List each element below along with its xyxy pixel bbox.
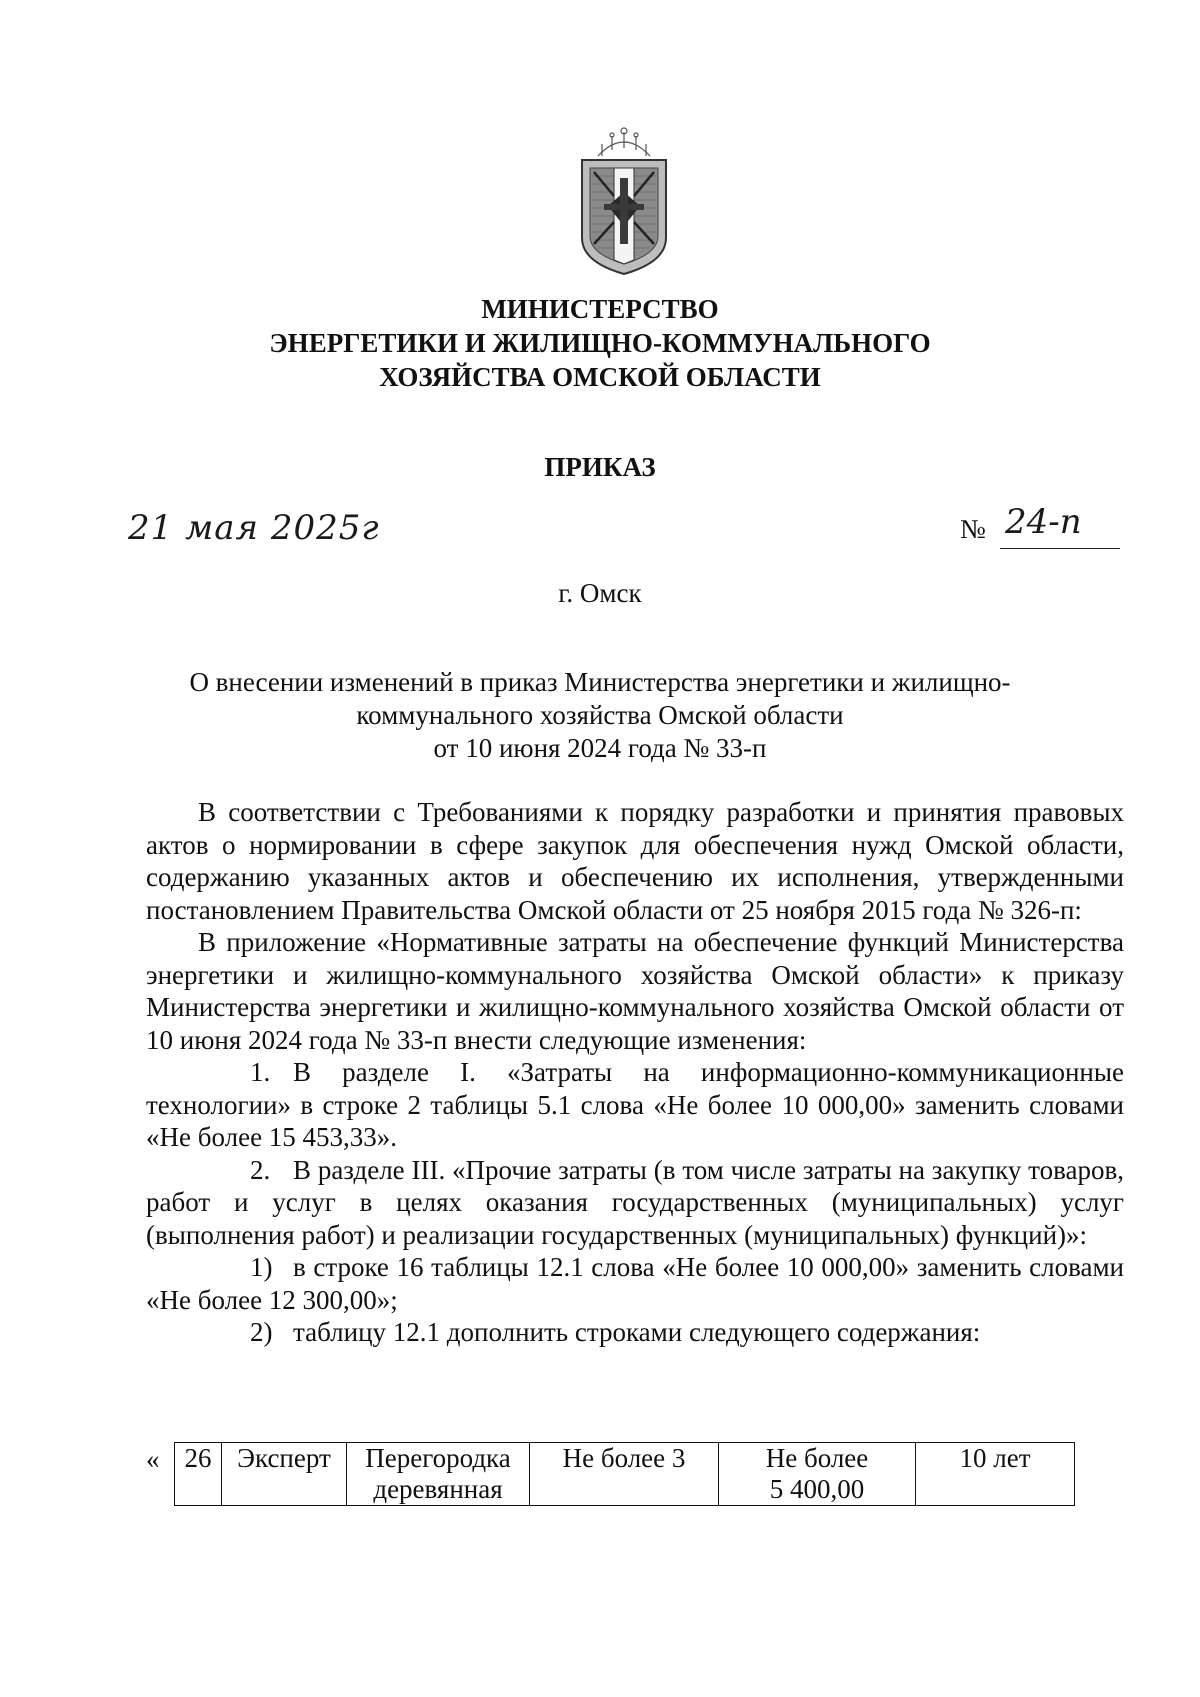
document-type: ПРИКАЗ: [544, 452, 656, 482]
handwritten-date: 21 мая 2025г: [128, 508, 380, 548]
subject-line-1: О внесении изменений в приказ Министерства энергетики и жилищно-: [189, 667, 1011, 697]
org-line-2: ЭНЕРГЕТИКИ И ЖИЛИЩНО-КОММУНАЛЬНОГО: [269, 328, 931, 358]
cell-price: [719, 1443, 916, 1506]
opening-quote: «: [146, 1444, 160, 1474]
cell-position: Эксперт: [222, 1443, 347, 1506]
table-row: [175, 1443, 1075, 1506]
list-item-2-number: 2.: [250, 1154, 271, 1185]
sub-item-2: [146, 1316, 1124, 1349]
org-line-1: МИНИСТЕРСТВО: [481, 294, 719, 324]
cell-price-line-1: Не более: [765, 1443, 869, 1473]
cell-item: Перегородка деревянная: [347, 1443, 530, 1506]
paragraph-preamble: В соответствии с Требованиями к порядку разработки и принятия правовых актов о нормировании в сфере закупок для обеспечения нужд Омской области, содержанию указанных актов и обеспечению их исполнения, утвержденными постановлением Правительства Омской области от 25 ноября 2015 года № 326-п:: [146, 797, 1124, 925]
subject-line-3: от 10 июня 2024 года № 33-п: [433, 733, 767, 763]
table-12-1-addition: [174, 1442, 1075, 1506]
list-item-1-number: 1.: [250, 1057, 271, 1087]
cell-number: 26: [175, 1443, 222, 1506]
sub-item-1: [146, 1251, 1124, 1316]
sub-item-2-text: таблицу 12.1 дополнить строками следующего содержания:: [293, 1317, 981, 1347]
omsk-coat-of-arms-icon: [568, 126, 680, 276]
city: г. Омск: [558, 578, 642, 608]
sub-item-1-text: в строке 16 таблицы 12.1 слова «Не более 10 000,00» заменить словами «Не более 12 300,00»;: [146, 1252, 1124, 1315]
cell-term: 10 лет: [916, 1443, 1075, 1506]
number-label: №: [960, 514, 986, 544]
list-item-1-text: В разделе I. «Затраты на информационно-коммуникационные технологии» в строке 2 таблицы 5.1 слова «Не более 10 000,00» заменить словами «Не более 15 453,33».: [146, 1057, 1124, 1152]
document-subject: [150, 666, 1050, 765]
subject-line-2: коммунального хозяйства Омской области: [356, 700, 844, 730]
number-underline: [1000, 548, 1120, 549]
organization-heading: [0, 292, 1200, 394]
sub-item-1-number: 1): [250, 1252, 273, 1282]
document-body: [146, 796, 1124, 1349]
org-line-3: ХОЗЯЙСТВА ОМСКОЙ ОБЛАСТИ: [379, 362, 821, 392]
list-item-2-text: В разделе III. «Прочие затраты (в том числе затраты на закупку товаров, работ и услуг в целях оказания государственных (муниципальных) услуг (выполнения работ) и реализации государственных (муниципальных) функций)»:: [146, 1154, 1124, 1250]
paragraph-amendment-intro: В приложение «Нормативные затраты на обеспечение функций Министерства энергетики и жилищно-коммунального хозяйства Омской области» к приказу Министерства энергетики и жилищно-коммунального хозяйства Омской области от 10 июня 2024 года № 33-п внести следующие изменения:: [146, 927, 1124, 1055]
list-item-1: [146, 1056, 1124, 1154]
handwritten-number: 24-п: [1005, 502, 1082, 542]
cell-price-line-2: 5 400,00: [769, 1474, 865, 1504]
sub-item-2-number: 2): [250, 1317, 273, 1347]
list-item-2: [146, 1154, 1124, 1252]
cell-quantity: Не более 3: [530, 1443, 719, 1506]
